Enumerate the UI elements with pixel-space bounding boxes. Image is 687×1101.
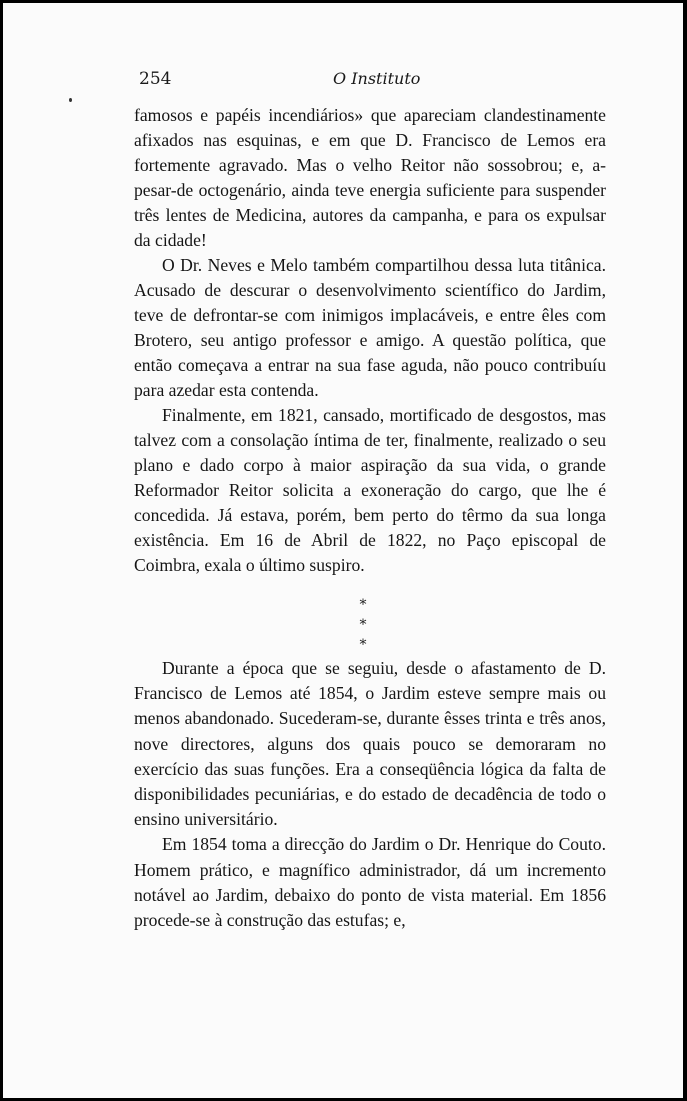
- paragraph: famosos e papéis incendiários» que apareciam clandestinamente afixados nas esquinas, e em que D. Francisco de Lemos era fortemente agravado. Mas o velho Reitor não sossobrou; e, a-pesar-de octogenário, ainda teve energia suficiente para suspender três lentes de Medicina, autores da campanha, e para os expulsar da cidade!: [134, 105, 606, 250]
- ornament-asterisk-top: *: [359, 597, 367, 613]
- running-title: O Instituto: [333, 69, 421, 88]
- paragraph: Em 1854 toma a direcção do Jardim o Dr. Henrique do Couto. Homem prático, e magnífico administrador, dá um incremento notável ao Jardim, debaixo do ponto de vista material. Em 1856 procede-se à construção das estufas; e,: [134, 834, 606, 931]
- paragraph: Durante a época que se seguiu, desde o afastamento de D. Francisco de Lemos até 1854, o Jardim esteve sempre mais ou menos abandonado. Sucederam-se, durante êsses trinta e três anos, nove directores, alguns dos quais pouco se demoraram no exercício das suas funções. Era a conseqüência lógica da falta de disponibilidades pecuniárias, e do estado de decadência de todo o ensino universitário.: [134, 658, 606, 830]
- paragraph: O Dr. Neves e Melo também compartilhou dessa luta titânica. Acusado de descurar o desenvolvimento scientífico do Jardim, teve de defrontar-se com inimigos implacáveis, e entre êles com Brotero, seu antigo professor e amigo. A questão política, que então começava a entrar na sua fase aguda, não pouco contribuíu para azedar esta contenda.: [134, 255, 606, 400]
- section-2-text: [134, 656, 606, 933]
- page-number: 254: [139, 69, 172, 89]
- ink-speck: [69, 98, 72, 102]
- paragraph: Finalmente, em 1821, cansado, mortificado de desgostos, mas talvez com a consolação íntima de ter, finalmente, realizado o seu plano e dado corpo à maior aspiração da sua vida, o grande Reformador Reitor solicita a exoneração do cargo, que lhe é concedida. Já estava, porém, bem perto do têrmo da sua longa existência. Em 16 de Abril de 1822, no Paço episcopal de Coimbra, exala o último suspiro.: [134, 405, 606, 575]
- ornament-asterisk-bottom: * *: [359, 617, 385, 653]
- section-ornament: [333, 595, 393, 655]
- book-page: [3, 3, 683, 1098]
- section-1-text: [134, 103, 606, 578]
